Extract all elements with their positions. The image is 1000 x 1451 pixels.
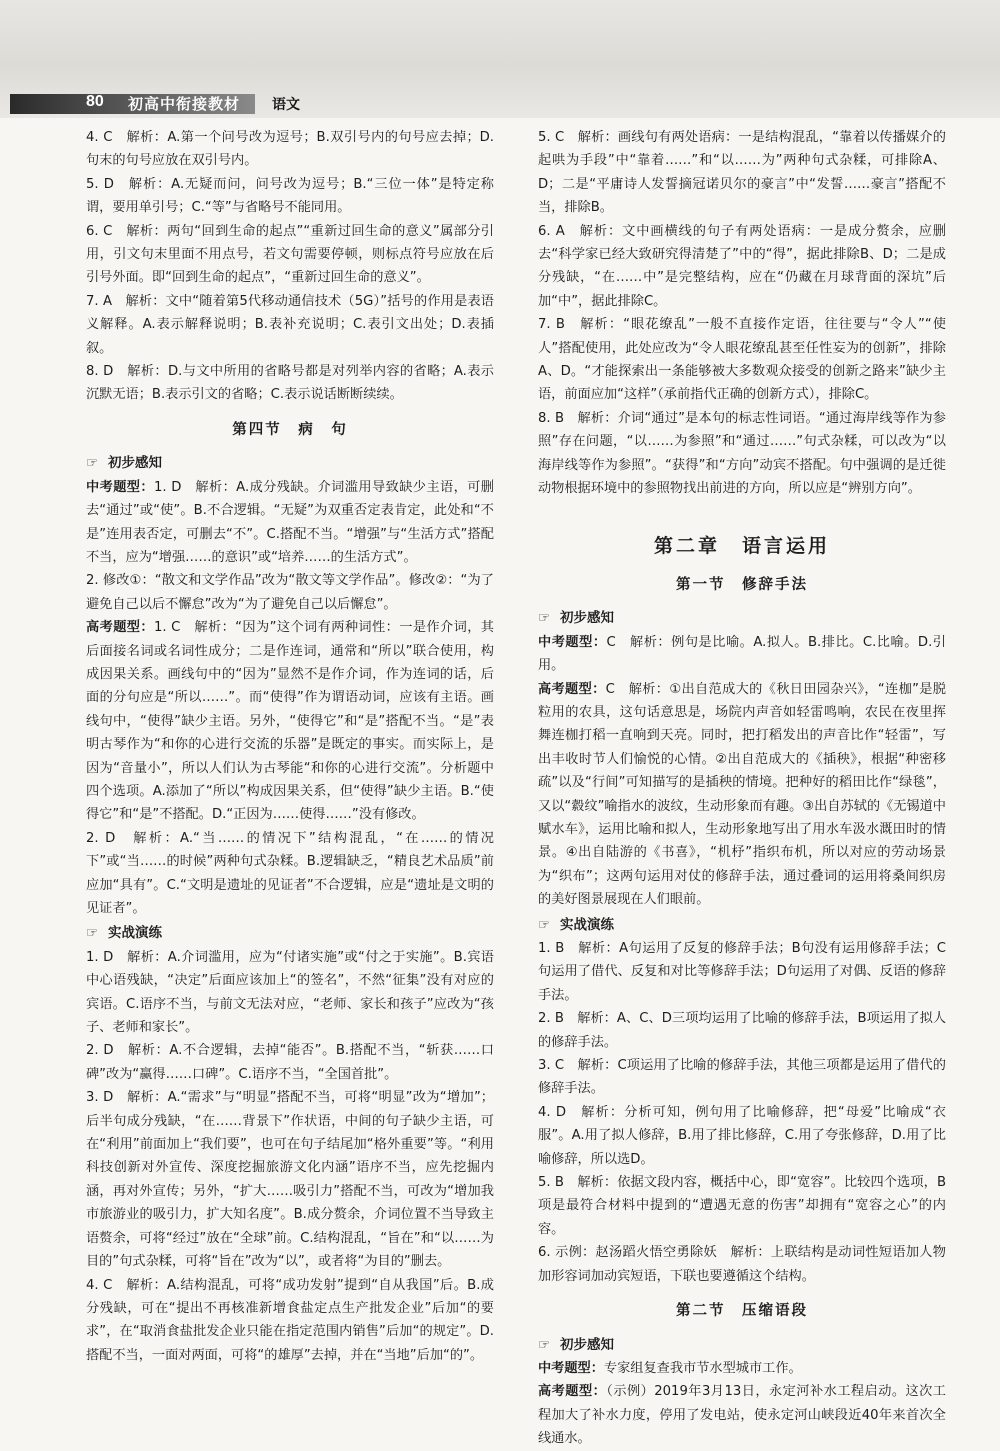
subsection-heading: ☞ 初步感知	[538, 1334, 946, 1357]
answer-item: 3. C 解析：C项运用了比喻的修辞手法，其他三项都是运用了借代的修辞手法。	[538, 1058, 946, 1097]
subject-label: 语文	[272, 97, 300, 113]
answer-paragraph: 中考题型：专家组复查我市节水型城市工作。	[538, 1360, 802, 1376]
subsection-heading: ☞ 实战演练	[538, 914, 946, 937]
answer-item: 1. D 解析：A.介词滥用，应为“付诸实施”或“付之于实施”。B.宾语中心语残缺，“决定”后面应该加上“的签名”，不然“征集”没有对应的宾语。C.语序不当，与前文无法对应，“老师、家长和孩子”应改为“孩子、老师和家长”。	[86, 949, 494, 1036]
answer-item: 6. C 解析：两句“回到生命的起点”“重新过回生命的意义”属部分引用，引文句末里面不用点号，若文句需要停顿，则标点符号应放在后引号外面。即“回到生命的起点”，“重新过回生命的意义”。	[86, 223, 494, 286]
section-title: 第二节 压缩语段	[676, 1303, 808, 1320]
answer-paragraph: 高考题型：C 解析：①出自范成大的《秋日田园杂兴》，“连枷”是脱粒用的农具，这句话意思是，场院内声音如轻雷鸣响，农民在夜里挥舞连枷打稻一直响到天亮。同时，把打稻发出的声音比作“轻雷”，写出丰收时节人们愉悦的心情。②出自范成大的《插秧》，根据“种密移疏”以及“行间”可知描写的是插秧的情境。把种好的稻田比作“绿毯”，又以“縠纹”喻指水的波纹，生动形象而有趣。③出自苏轼的《无锡道中赋水车》，运用比喻和拟人，生动形象地写出了用水车汲水溉田时的情景。④出自陆游的《书喜》，“机杼”指织布机，所以对应的劳动场景为“织布”；这两句运用对仗的修辞手法，通过叠词的运用将桑间织房的美好图景展现在人们眼前。	[538, 681, 946, 908]
page-number: 80	[86, 93, 104, 110]
answer-paragraph: 中考题型：C 解析：例句是比喻。A.拟人。B.排比。C.比喻。D.引用。	[538, 634, 946, 674]
answer-item: 7. A 解析：文中“随着第5代移动通信技术（5G）”括号的作用是表语义解释。A.表示解释说明；B.表补充说明；C.表引文出处；D.表插叙。	[86, 293, 494, 356]
subsection-heading: ☞ 实战演练	[86, 922, 494, 945]
answer-paragraph: 2. D 解析：A.“当……的情况下”结构混乱，“在……的情况下”或“当……的时候”两种句式杂糅。B.逻辑缺乏，“精良艺术品质”前应加“具有”。C.“文明是遗址的见证者”不合逻辑，应是“遗址是文明的见证者”。	[86, 830, 494, 916]
answer-item: 5. B 解析：依据文段内容，概括中心，即“宽容”。比较四个选项，B项是最符合材料中提到的“遭遇无意的伤害”却拥有“宽容之心”的内容。	[538, 1175, 946, 1237]
section-title: 第一节 修辞手法	[676, 576, 808, 593]
answer-paragraph: 2. 修改①：“散文和文学作品”改为“散文等文学作品”。修改②：“为了避免自己以后不懈怠”改为“为了避免自己以后懈怠”。	[86, 573, 494, 612]
answer-paragraph: 中考题型：1. D 解析：A.成分残缺。介词滥用导致缺少主语，可删去“通过”或“使”。B.不合逻辑。“无疑”为双重否定表肯定，此处和“不是”连用表否定，可删去“不”。C.搭配不当。“增强”与“生活方式”搭配不当，应为“增强……的意识”或“培养……的生活方式”。	[86, 479, 494, 565]
pointing-hand-icon: ☞	[86, 455, 99, 472]
answer-item: 3. D 解析：A.“需求”与“明显”搭配不当，可将“明显”改为“增加”；后半句成分残缺，“在……背景下”作状语，中间的句子缺少主语，可在“利用”前面加上“我们要”，也可在句子结尾加“格外重要”等。“利用科技创新对外宣传、深度挖掘旅游文化内涵”语序不当，应先挖掘内涵，再对外宣传；另外，“扩大……吸引力”搭配不当，可改为“增加我市旅游业的吸引力，扩大知名度”。B.成分赘余，介词位置不当导致主语赘余，可将“经过”放在“全球”前。C.结构混乱，“旨在”和“以……为目的”句式杂糅，可将“旨在”改为“以”，或者将“为目的”删去。	[86, 1090, 494, 1270]
answer-item: 8. B 解析：介词“通过”是本句的标志性词语。“通过海岸线等作为参照”存在问题，“以……为参照”和“通过……”句式杂糅，可以改为“以海岸线等作为参照”。“获得”和“方向”动宾不搭配。句中强调的是迁徙动物根据环境中的参照物找出前进的方向，所以应是“辨别方向”。	[538, 410, 946, 497]
answer-item: 5. D 解析：A.无疑而问，问号改为逗号；B.“三位一体”是特定称谓，要用单引号；C.“等”与省略号不能同用。	[86, 176, 494, 216]
answer-item: 5. C 解析：画线句有两处语病：一是结构混乱，“靠着以传播媒介的起哄为手段”中“靠着……”和“以……为”两种句式杂糅，可排除A、D；二是“平庸诗人发誓摘冠诺贝尔的豪言”中“发誓……豪言”搭配不当，排除B。	[538, 130, 946, 216]
pointing-hand-icon: ☞	[538, 610, 551, 627]
left-column	[86, 126, 494, 1367]
answer-item: 1. B 解析：A句运用了反复的修辞手法；B句没有运用修辞手法；C句运用了借代、反复和对比等修辞手法；D句运用了对偶、反语的修辞手法。	[538, 941, 946, 1003]
pointing-hand-icon: ☞	[538, 1336, 551, 1353]
pointing-hand-icon: ☞	[86, 925, 99, 942]
pointing-hand-icon: ☞	[538, 916, 551, 933]
right-column	[538, 126, 946, 1451]
answer-item: 4. C 解析：A.第一个问号改为逗号；B.双引号内的句号应去掉；D.句末的句号应放在双引号内。	[86, 130, 494, 169]
section-title: 第四节 病 句	[232, 421, 348, 438]
answer-paragraph: 高考题型：1. C 解析：“因为”这个词有两种词性：一是作介词，其后面接名词或名词性成分；二是作连词，通常和“所以”联合使用，构成因果关系。画线句中的“因为”显然不是作介词，作为连词的话，后面的分句应是“所以……”。而“使得”作为谓语动词，应该有主语。画线句中，“使得”缺少主语。另外，“使得它”和“是”搭配不当。“是”表明古琴作为“和你的心进行交流的乐器”是既定的事实。而实际上，是因为“音量小”，所以人们认为古琴能“和你的心进行交流”。分析题中四个选项。A.添加了“所以”构成因果关系，但“使得”缺少主语。B.“使得它”和“是”不搭配。D.“正因为……使得……”没有修改。	[86, 620, 494, 823]
answer-item: 8. D 解析：D.与文中所用的省略号都是对列举内容的省略；A.表示沉默无语；B.表示引文的省略；C.表示说话断断续续。	[86, 364, 494, 403]
answer-item: 7. B 解析：“眼花缭乱”一般不直接作定语，往往要与“令人”“使人”搭配使用，此处应改为“令人眼花缭乱甚至任性妄为的创新”，排除A、D。“才能探索出一条能够被大多数观众接受的创新之路来”缺少主语，前面应加“这样”（承前指代正确的创新方式），排除C。	[538, 317, 946, 403]
answer-item: 6. A 解析：文中画横线的句子有两处语病：一是成分赘余，应删去“科学家已经大致研究得清楚了”中的“得”，据此排除B、D；二是成分残缺，“在……中”是完整结构，应在“仍藏在月球背面的深坑”后加“中”，据此排除C。	[538, 223, 946, 309]
chapter-title: 第二章 语言运用	[653, 534, 830, 557]
subsection-heading: ☞ 初步感知	[86, 452, 494, 475]
answer-item: 6. 示例：赵汤蹈火悟空勇除妖 解析：上联结构是动词性短语加人物加形容词加动宾短语，下联也要遵循这个结构。	[538, 1245, 946, 1284]
book-title: 初高中衔接教材	[128, 95, 241, 113]
answer-item: 2. B 解析：A、C、D三项均运用了比喻的修辞手法，B项运用了拟人的修辞手法。	[538, 1011, 946, 1050]
answer-item: 4. C 解析：A.结构混乱，可将“成功发射”提到“自从我国”后。B.成分残缺，可在“提出不再核准新增食盐定点生产批发企业”后加“的要求”，在“取消食盐批发企业只能在指定范围内销售”后加“的规定”。D.搭配不当，一面对两面，可将“的雄厚”去掉，并在“当地”后加“的”。	[86, 1277, 494, 1363]
answer-paragraph: 高考题型：（示例）2019年3月13日，永定河补水工程启动。这次工程加大了补水力度，停用了发电站，使永定河山峡段近40年来首次全线通水。	[538, 1384, 946, 1447]
answer-item: 4. D 解析：分析可知，例句用了比喻修辞，把“母爱”比喻成“衣服”。A.用了拟人修辞，B.用了排比修辞，C.用了夸张修辞，D.用了比喻修辞，所以选D。	[538, 1104, 946, 1167]
subsection-heading: ☞ 初步感知	[538, 607, 946, 630]
answer-item: 2. D 解析：A.不合逻辑，去掉“能否”。B.搭配不当，“斩获……口碑”改为“赢得……口碑”。C.语序不当，“全国首批”。	[86, 1043, 494, 1082]
